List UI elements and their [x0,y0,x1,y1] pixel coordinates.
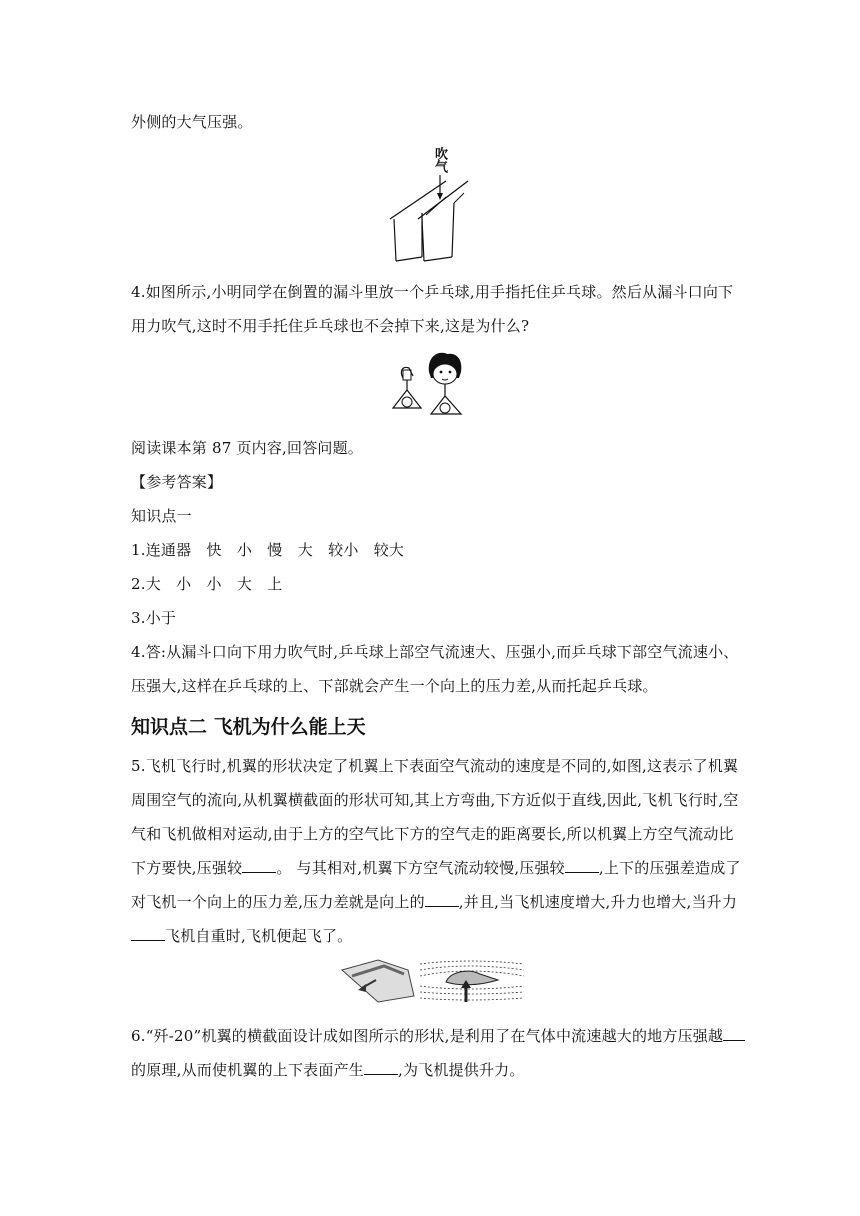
answers-title: 【参考答案】 [131,473,223,491]
text-segment: 6.“歼-20”机翼的横截面设计成如图所示的形状,是利用了在气体中流速越大的地方压强越 [131,1027,724,1045]
text-segment: ,并且,当飞机速度增大,升力也增大,当升力 [458,893,738,911]
wing-airflow-figure [338,956,528,1006]
funnel-person-icon [389,350,469,418]
question-5-line-1: 5.飞机飞行时,机翼的形状决定了机翼上下表面空气流动的速度是不同的,如图,这表示了机翼 [131,757,739,775]
question-5-line-3: 气和飞机做相对运动,由于上方的空气比下方的空气走的距离要长,所以机翼上方空气流动比 [131,825,734,843]
text-segment: 。 与其相对,机翼下方空气流动较慢,压强较 [276,859,565,877]
answer-blank [425,892,459,907]
question-6-line-1 [131,1026,745,1046]
text-segment: 的原理,从而使机翼的上下表面产生 [131,1061,364,1079]
text-segment: ,上下的压强差造成了 [598,859,741,877]
text-segment: 下方要快,压强较 [131,859,243,877]
question-4-line-2: 用力吹气,这时不用手托住乒乓球也不会掉下来,这是为什么? [131,317,530,335]
text-segment: 飞机自重时,飞机便起飞了。 [165,927,353,945]
text-segment: 对飞机一个向上的压力差,压力差就是向上的 [131,893,425,911]
question-5-line-2: 周围空气的流向,从机翼横截面的形状可知,其上方弯曲,下方近似于直线,因此,飞机飞行时,空 [131,791,739,809]
question-5-line-4 [131,858,741,878]
answer-3: 3.小于 [131,609,177,627]
answer-blank [131,926,165,941]
answer-blank [242,858,276,873]
paper-blow-figure [388,143,478,265]
funnel-ball-figure [389,350,469,418]
answer-blank [565,858,599,873]
section-heading: 知识点二 飞机为什么能上天 [131,716,366,738]
answer-2: 2.大 小 小 大 上 [131,575,283,593]
answer-1: 1.连通器 快 小 慢 大 较小 较大 [131,541,405,559]
question-4-line-1: 4.如图所示,小明同学在倒置的漏斗里放一个乒乓球,用手指托住乒乓球。然后从漏斗口向下 [131,283,734,301]
paper-sheets-icon [388,143,478,265]
text-line: 外侧的大气压强。 [131,113,253,131]
answer-blank [723,1026,745,1041]
wing-airflow-icon [338,956,528,1006]
answer-4-line-2: 压强大,这样在乒乓球的上、下部就会产生一个向上的压力差,从而托起乒乓球。 [131,677,658,695]
figure-label: 吹气 [432,147,447,173]
answer-blank [364,1060,398,1075]
answer-4-line-1: 4.答:从漏斗口向下用力吹气时,乒乓球上部空气流速大、压强小,而乒乓球下部空气流速小、 [131,643,739,661]
question-6-line-2 [131,1060,525,1080]
knowledge-point-1: 知识点一 [131,507,192,525]
question-5-line-6 [131,926,352,946]
question-5-line-5 [131,892,737,912]
text-segment: ,为飞机提供升力。 [397,1061,525,1079]
reading-instruction: 阅读课本第 87 页内容,回答问题。 [131,439,363,457]
